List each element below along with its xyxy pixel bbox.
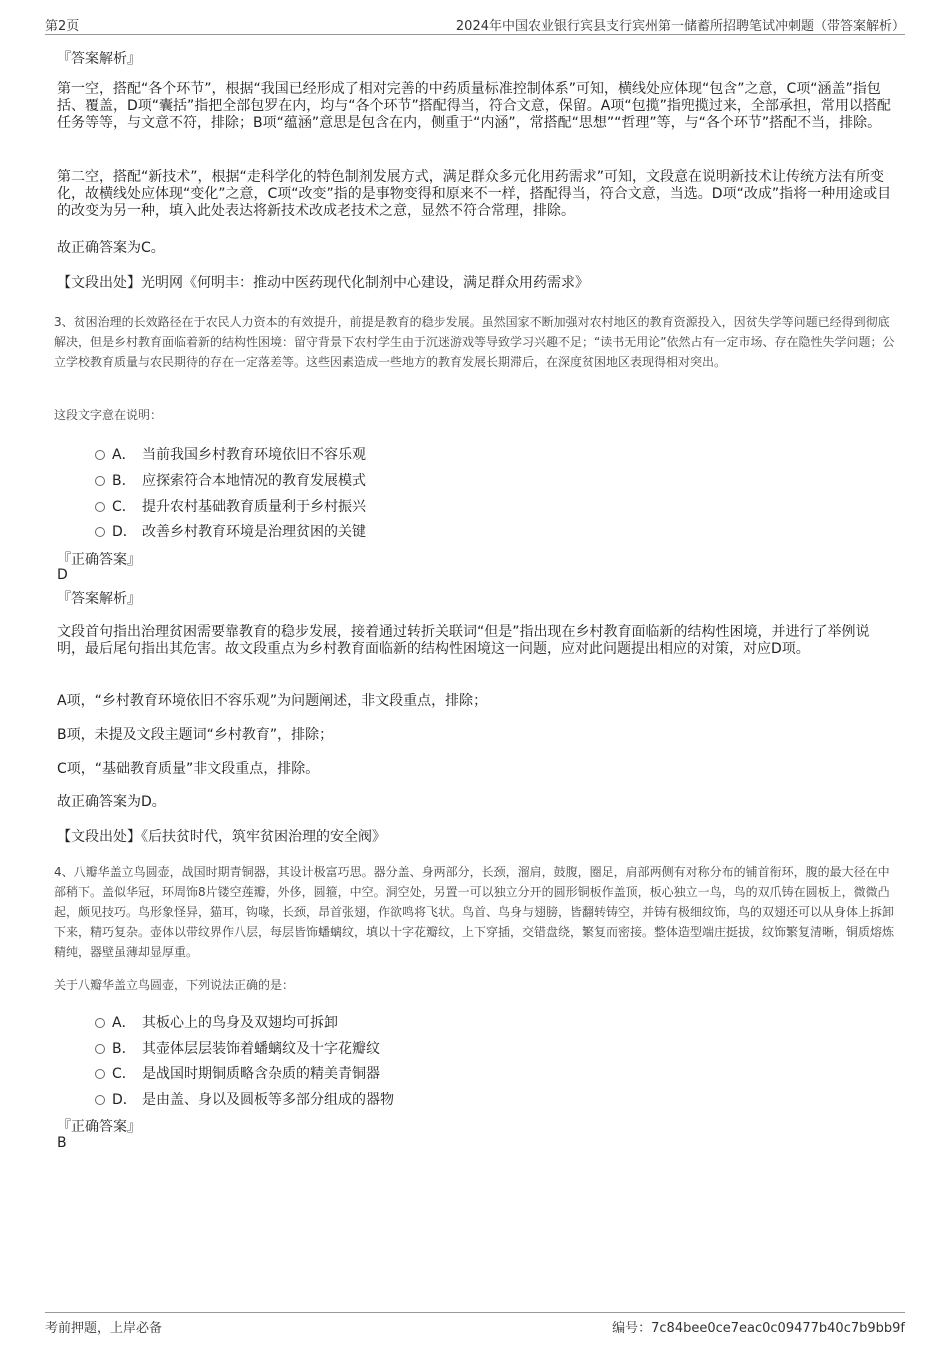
radio-icon[interactable] — [95, 527, 105, 537]
page-footer — [45, 1312, 905, 1335]
correct-answer: D — [57, 567, 68, 583]
correct-answer: B — [57, 1135, 67, 1151]
radio-icon[interactable] — [95, 1044, 105, 1054]
radio-icon[interactable] — [95, 1069, 105, 1079]
analysis-note-a: A项，“乡村教育环境依旧不容乐观”为问题阐述，非文段重点，排除； — [57, 693, 488, 709]
page-header — [45, 14, 905, 35]
radio-icon[interactable] — [95, 476, 105, 486]
analysis-paragraph-1: 第一空，搭配“各个环节”，根据“我国已经形成了相对完善的中药质量标准控制体系”可知，横线处应体现“包含”之意，C项“涵盖”指包括、覆盖，D项“囊括”指把全部包罗在内，均与“各个环节”搭配得当，符合文意，保留。A项“包揽”指兜揽过来，全部承担，常用以搭配任务等等，与文意不符，排除；B项“蕴涵”意思是包含在内，侧重于“内涵”，常搭配“思想”“哲理”等，与“各个环节”搭配不当，排除。 — [57, 81, 891, 131]
q4-option-c[interactable]: C． 是战国时期铜质略含杂质的精美青铜器 — [95, 1063, 380, 1083]
radio-icon[interactable] — [95, 1095, 105, 1105]
document-code: 编号：7c84bee0ce7eac0c09477b40c7b9bb9f — [612, 1321, 905, 1336]
analysis-note-c: C项，“基础教育质量”非文段重点，排除。 — [57, 761, 320, 777]
source-citation: 【文段出处】光明网《何明丰：推动中医药现代化制剂中心建设，满足群众用药需求》 — [57, 275, 589, 291]
q4-option-b[interactable]: B． 其壶体层层装饰着蟠螭纹及十字花瓣纹 — [95, 1038, 380, 1058]
q3-option-d[interactable]: D． 改善乡村教育环境是治理贫困的关键 — [95, 521, 366, 541]
analysis-label: 『答案解析』 — [57, 591, 141, 607]
conclusion-text: 故正确答案为D。 — [57, 794, 166, 810]
question-4-text: 4、八瓣华盖立鸟圆壶，战国时期青铜器，其设计极富巧思。器分盖、身两部分，长颈，溜肩，鼓腹，圈足，肩部两侧有对称分布的铺首衔环，腹的最大径在中部稍下。盖似华冠，环周饰8片镂空莲瓣，外侈，圆箍，中空。洞空处，另置一可以独立分开的圆形铜板作盖顶，板心独立一鸟，鸟的双爪铸在圆板上，微微凸起，颇见技巧。鸟形象怪异，猫耳，钩喙，长颈，昂首张翅，作欲鸣将飞状。鸟首、鸟身与翅膀，皆翻转铸空，并铸有极细纹饰，鸟的双翅还可以从身体上拆卸下来，精巧复杂。壶体以带纹界作八层，每层皆饰蟠螭纹，填以十字花瓣纹，上下穿插，交错盘绕，繁复而密接。整体造型端庄挺拔，纹饰繁复清晰，铜质熔炼精纯，器壁虽薄却显厚重。 — [54, 865, 895, 959]
q3-option-a[interactable]: A． 当前我国乡村教育环境依旧不容乐观 — [95, 444, 366, 464]
q3-option-c[interactable]: C． 提升农村基础教育质量利于乡村振兴 — [95, 496, 366, 516]
question-3-prompt: 这段文字意在说明： — [54, 408, 163, 422]
source-citation: 【文段出处】《后扶贫时代，筑牢贫困治理的安全阀》 — [57, 829, 386, 845]
correct-answer-label: 『正确答案』 — [57, 1119, 141, 1135]
q4-option-d[interactable]: D． 是由盖、身以及圆板等多部分组成的器物 — [95, 1089, 394, 1109]
correct-answer-label: 『正确答案』 — [57, 552, 141, 568]
analysis-paragraph: 文段首句指出治理贫困需要靠教育的稳步发展，接着通过转折关联词“但是”指出现在乡村教育面临新的结构性困境，并进行了举例说明，最后尾句指出其危害。故文段重点为乡村教育面临新的结构性困境这一问题，应对此问题提出相应的对策，对应D项。 — [57, 624, 870, 657]
footer-slogan: 考前押题，上岸必备 — [45, 1321, 163, 1336]
analysis-label: 『答案解析』 — [57, 51, 141, 67]
question-3-text: 3、贫困治理的长效路径在于农民人力资本的有效提升，前提是教育的稳步发展。虽然国家不断加强对农村地区的教育资源投入，因贫失学等问题已经得到彻底解决，但是乡村教育面临着新的结构性困境：留守背景下农村学生由于沉迷游戏等导致学习兴趣不足；“读书无用论”依然占有一定市场、存在隐性失学问题；公立学校教育质量与农民期待的存在一定落差等。这些因素造成一些地方的教育发展长期滞后，在深度贫困地区表现得相对突出。 — [54, 315, 895, 369]
analysis-note-b: B项，未提及文段主题词“乡村教育”，排除； — [57, 727, 334, 743]
radio-icon[interactable] — [95, 1018, 105, 1028]
conclusion-text: 故正确答案为C。 — [57, 240, 165, 256]
analysis-paragraph-2: 第二空，搭配“新技术”，根据“走科学化的特色制剂发展方式，满足群众多元化用药需求”可知，文段意在说明新技术让传统方法有所变化，故横线处应体现“变化”之意，C项“改变”指的是事物变得和原来不一样，搭配得当，符合文意，当选。D项“改成”指将一种用途或目的改变为另一种，填入此处表达将新技术改成老技术之意，显然不符合常理，排除。 — [57, 169, 892, 219]
document-title: 2024年中国农业银行宾县支行宾州第一储蓄所招聘笔试冲刺题（带答案解析） — [455, 19, 905, 34]
radio-icon[interactable] — [95, 450, 105, 460]
question-4-prompt: 关于八瓣华盖立鸟圆壶，下列说法正确的是： — [54, 978, 295, 992]
q3-option-b[interactable]: B． 应探索符合本地情况的教育发展模式 — [95, 470, 366, 490]
q4-option-a[interactable]: A． 其板心上的鸟身及双翅均可拆卸 — [95, 1012, 338, 1032]
page-number: 第2页 — [45, 19, 80, 34]
radio-icon[interactable] — [95, 502, 105, 512]
